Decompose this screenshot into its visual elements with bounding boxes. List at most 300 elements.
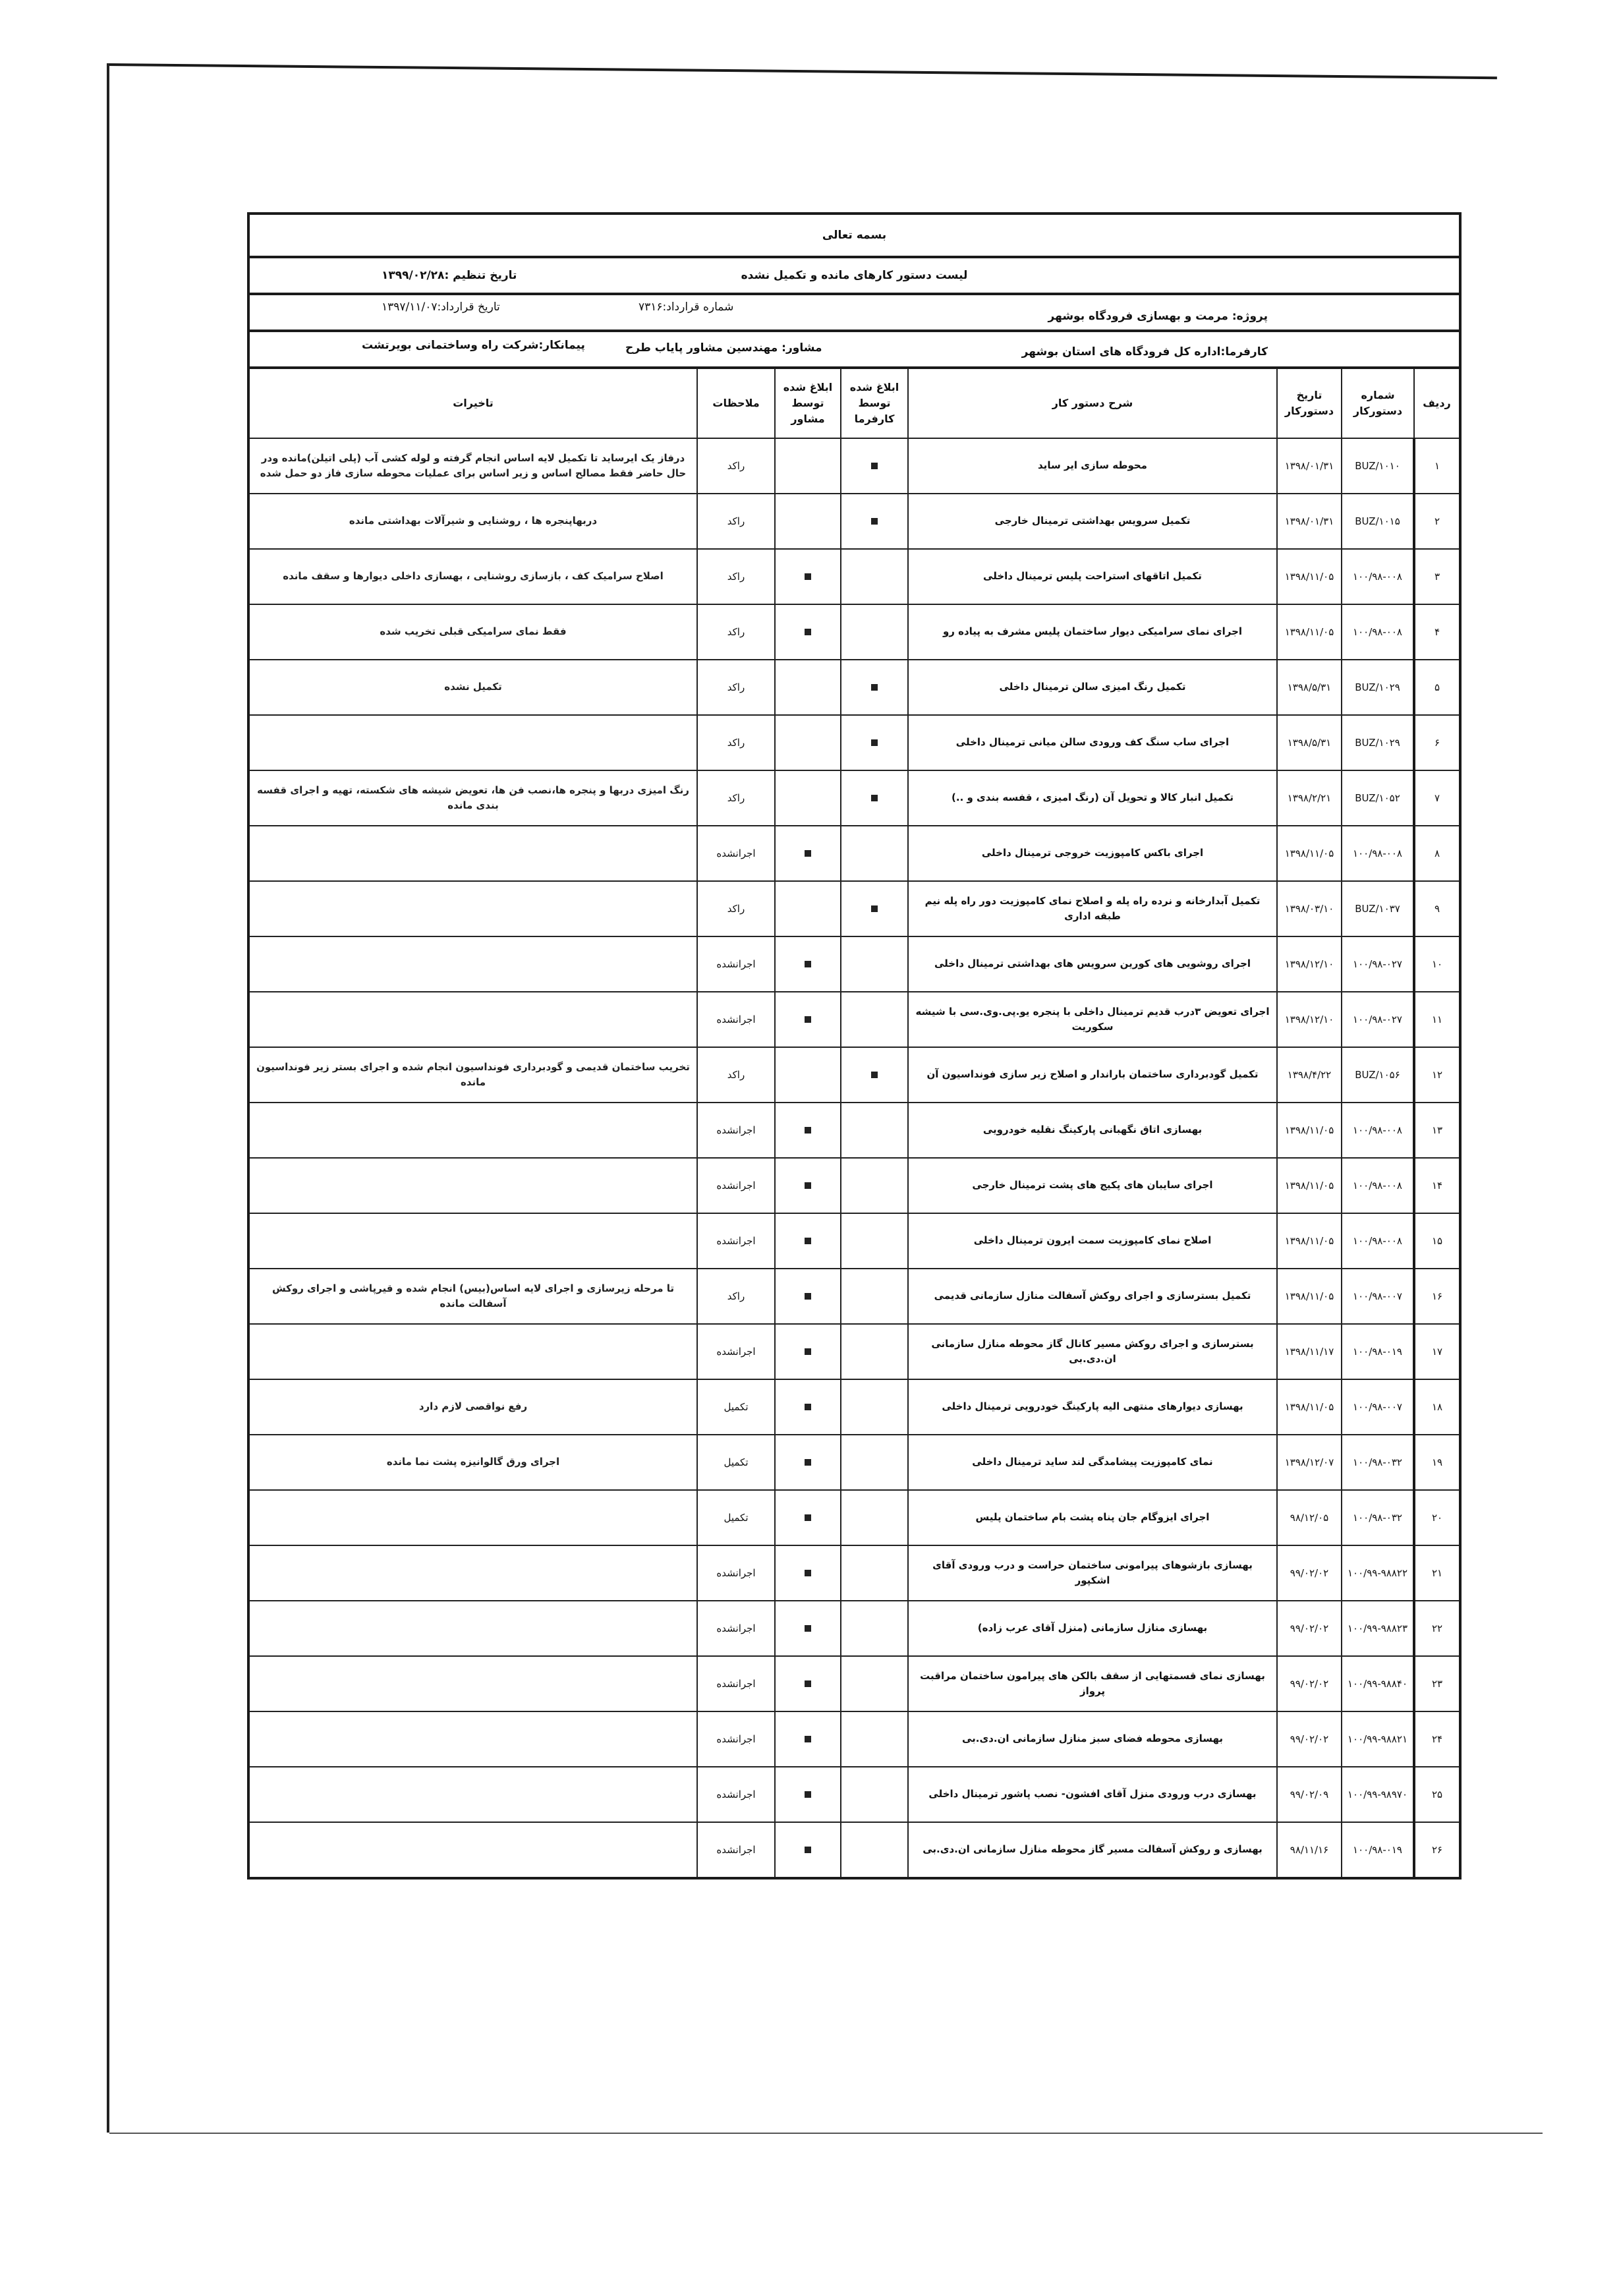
project-label: پروژه:	[1232, 310, 1268, 323]
remarks: اجرانشده	[697, 1711, 775, 1767]
table-row	[250, 1490, 1459, 1545]
col-header-row: ردیف	[1414, 369, 1459, 438]
order-date: ۱۳۹۸/۵/۳۱	[1277, 715, 1342, 770]
remarks: راکد	[697, 1047, 775, 1103]
delays: تا مرحله زیرسازی و اجرای لایه اساس(بیس) انجام شده و قیرپاشی و اجرای روکش آسفالت مانده	[250, 1269, 697, 1324]
order-description: نمای کامپوزیت پیشامدگی لند ساید ترمینال داخلی	[908, 1435, 1277, 1490]
row-number: ۲۰	[1414, 1490, 1459, 1545]
order-description: اجرای ایزوگام جان پناه پشت بام ساختمان پلیس	[908, 1490, 1277, 1545]
remarks: اجرانشده	[697, 1545, 775, 1601]
remarks: تکمیل	[697, 1435, 775, 1490]
order-date: ۱۳۹۸/۱۱/۰۵	[1277, 1269, 1342, 1324]
notified-by-employer	[841, 1656, 908, 1711]
remarks: اجرانشده	[697, 1103, 775, 1158]
order-date: ۱۳۹۸/۱۱/۰۵	[1277, 549, 1342, 604]
row-number: ۱۶	[1414, 1269, 1459, 1324]
row-number: ۲۴	[1414, 1711, 1459, 1767]
order-number: ۱۰۰/۹۸-۰۰۸	[1342, 604, 1414, 660]
table-row	[250, 992, 1459, 1047]
order-description: اجرای روشویی های کورین سرویس های بهداشتی ترمینال داخلی	[908, 936, 1277, 992]
row-number: ۱۴	[1414, 1158, 1459, 1213]
delays	[250, 1656, 697, 1711]
notified-by-employer	[841, 1047, 908, 1103]
remarks: اجرانشده	[697, 992, 775, 1047]
order-number: BUZ/۱۰۲۹	[1342, 660, 1414, 715]
order-number: BUZ/۱۰۵۲	[1342, 770, 1414, 826]
order-description: بهسازی محوطه فضای سبز منازل سازمانی ان.دی.بی	[908, 1711, 1277, 1767]
order-date: ۱۳۹۸/۱۲/۱۰	[1277, 992, 1342, 1047]
table-row	[250, 660, 1459, 715]
col-header-order-no: شماره دستورکار	[1342, 369, 1414, 438]
contract-number-value: ۷۳۱۶	[639, 301, 663, 314]
delays: رفع نواقصی لازم دارد	[250, 1379, 697, 1435]
table-row	[250, 1656, 1459, 1711]
notified-by-employer	[841, 1767, 908, 1822]
contractor-value: شرکت راه وساختمانی بویرتشت	[362, 339, 539, 352]
notified-by-employer	[841, 1822, 908, 1877]
row-number: ۱۷	[1414, 1324, 1459, 1379]
header-title-row	[250, 258, 1459, 295]
order-number: ۱۰۰/۹۸-۰۰۷	[1342, 1379, 1414, 1435]
employer	[1022, 345, 1268, 359]
contract-number-label: شماره قرارداد:	[662, 301, 734, 314]
table-row	[250, 604, 1459, 660]
notified-by-employer	[841, 604, 908, 660]
row-number: ۲۵	[1414, 1767, 1459, 1822]
row-number: ۲۶	[1414, 1822, 1459, 1877]
remarks: اجرانشده	[697, 1767, 775, 1822]
remarks: راکد	[697, 438, 775, 494]
order-description: اجرای باکس کامپوزیت خروجی ترمینال داخلی	[908, 826, 1277, 881]
table-row	[250, 1767, 1459, 1822]
row-number: ۱۵	[1414, 1213, 1459, 1269]
consultant-label: مشاور:	[781, 341, 822, 355]
order-description: بهسازی بازشوهای پیرامونی ساختمان حراست و درب ورودی آقای اشکپور	[908, 1545, 1277, 1601]
checked-mark-icon	[805, 1182, 811, 1189]
order-description: تکمیل اتاقهای استراحت پلیس ترمینال داخلی	[908, 549, 1277, 604]
notified-by-consultant	[775, 549, 841, 604]
order-date: ۱۳۹۸/۴/۲۲	[1277, 1047, 1342, 1103]
order-number: ۱۰۰/۹۸-۰۰۸	[1342, 549, 1414, 604]
order-description: تکمیل آبدارخانه و نرده راه پله و اصلاح نمای کامپوزیت دور راه پله نیم طبقه اداری	[908, 881, 1277, 936]
notified-by-employer	[841, 1711, 908, 1767]
checked-mark-icon	[871, 905, 878, 912]
notified-by-consultant	[775, 1656, 841, 1711]
delays	[250, 1324, 697, 1379]
delays: تکمیل نشده	[250, 660, 697, 715]
header-bismillah-row	[250, 215, 1459, 258]
checked-mark-icon	[871, 463, 878, 469]
checked-mark-icon	[871, 739, 878, 746]
checked-mark-icon	[805, 1238, 811, 1244]
row-number: ۱۸	[1414, 1379, 1459, 1435]
order-description: اجرای سایبان های پکیج های پشت ترمینال خارجی	[908, 1158, 1277, 1213]
checked-mark-icon	[805, 1680, 811, 1687]
notified-by-employer	[841, 1269, 908, 1324]
row-number: ۲۱	[1414, 1545, 1459, 1601]
issue-date-value: ۱۳۹۹/۰۲/۲۸	[382, 269, 445, 282]
delays	[250, 992, 697, 1047]
checked-mark-icon	[805, 573, 811, 580]
table-row	[250, 494, 1459, 549]
table-row	[250, 549, 1459, 604]
order-description: اجرای ساب سنگ کف ورودی سالن میانی ترمینال داخلی	[908, 715, 1277, 770]
order-description: بهسازی دیوارهای منتهی الیه پارکینگ خودرویی ترمینال داخلی	[908, 1379, 1277, 1435]
checked-mark-icon	[805, 1127, 811, 1134]
table-header-row	[250, 369, 1459, 438]
notified-by-employer	[841, 1213, 908, 1269]
order-date: ۱۳۹۸/۱۱/۰۵	[1277, 604, 1342, 660]
scan-border-bottom	[109, 2133, 1543, 2134]
row-number: ۱۳	[1414, 1103, 1459, 1158]
checked-mark-icon	[805, 1847, 811, 1853]
table-row	[250, 1213, 1459, 1269]
order-description: بهسازی اتاق نگهبانی پارکینگ نقلیه خودرویی	[908, 1103, 1277, 1158]
notified-by-consultant	[775, 1269, 841, 1324]
table-row	[250, 1158, 1459, 1213]
delays	[250, 1158, 697, 1213]
order-date: ۹۸/۱۱/۱۶	[1277, 1822, 1342, 1877]
employer-label: کارفرما:	[1220, 345, 1268, 359]
notified-by-consultant	[775, 1435, 841, 1490]
contractor	[362, 339, 585, 352]
work-order-sheet	[247, 212, 1462, 1880]
checked-mark-icon	[805, 1459, 811, 1466]
row-number: ۲	[1414, 494, 1459, 549]
remarks: اجرانشده	[697, 1213, 775, 1269]
table-row	[250, 1711, 1459, 1767]
row-number: ۴	[1414, 604, 1459, 660]
row-number: ۲۲	[1414, 1601, 1459, 1656]
order-description: تکمیل سرویس بهداشتی ترمینال خارجی	[908, 494, 1277, 549]
notified-by-employer	[841, 1601, 908, 1656]
order-date: ۱۳۹۸/۵/۳۱	[1277, 660, 1342, 715]
table-row	[250, 770, 1459, 826]
scan-border-left	[107, 63, 109, 2133]
order-description: اصلاح نمای کامپوزیت سمت ایرون ترمینال داخلی	[908, 1213, 1277, 1269]
notified-by-consultant	[775, 770, 841, 826]
remarks: اجرانشده	[697, 1324, 775, 1379]
notified-by-consultant	[775, 1490, 841, 1545]
order-number: ۱۰۰/۹۸-۰۳۲	[1342, 1435, 1414, 1490]
header-project-row	[250, 295, 1459, 332]
table-row	[250, 1822, 1459, 1877]
table-body	[250, 438, 1459, 1877]
row-number: ۱۲	[1414, 1047, 1459, 1103]
contractor-label: پیمانکار:	[538, 339, 585, 352]
order-number: ۱۰۰/۹۸-۰۲۷	[1342, 936, 1414, 992]
notified-by-consultant	[775, 1047, 841, 1103]
remarks: راکد	[697, 881, 775, 936]
checked-mark-icon	[871, 795, 878, 801]
order-description: محوطه سازی ایر ساید	[908, 438, 1277, 494]
checked-mark-icon	[805, 1625, 811, 1632]
notified-by-consultant	[775, 1822, 841, 1877]
delays	[250, 1767, 697, 1822]
notified-by-employer	[841, 660, 908, 715]
remarks: تکمیل	[697, 1490, 775, 1545]
table-row	[250, 1379, 1459, 1435]
delays	[250, 826, 697, 881]
notified-by-employer	[841, 438, 908, 494]
notified-by-consultant	[775, 1711, 841, 1767]
checked-mark-icon	[805, 1016, 811, 1023]
col-header-notified-consultant: ابلاغ شده توسط مشاور	[775, 369, 841, 438]
remarks: راکد	[697, 494, 775, 549]
order-number: ۱۰۰/۹۹-۹۸۸۲۲	[1342, 1545, 1414, 1601]
notified-by-consultant	[775, 881, 841, 936]
checked-mark-icon	[871, 518, 878, 525]
delays	[250, 715, 697, 770]
contract-number	[639, 301, 733, 314]
order-description: بهسازی نمای قسمتهایی از سقف بالکن های پیرامون ساختمان مراقبت پرواز	[908, 1656, 1277, 1711]
delays	[250, 1103, 697, 1158]
notified-by-employer	[841, 1324, 908, 1379]
table-row	[250, 1324, 1459, 1379]
notified-by-consultant	[775, 1324, 841, 1379]
order-number: ۱۰۰/۹۹-۹۸۹۷۰	[1342, 1767, 1414, 1822]
table-row	[250, 715, 1459, 770]
checked-mark-icon	[805, 1293, 811, 1300]
remarks: راکد	[697, 549, 775, 604]
order-date: ۱۳۹۸/۰۱/۳۱	[1277, 438, 1342, 494]
order-number: ۱۰۰/۹۸-۰۳۲	[1342, 1490, 1414, 1545]
notified-by-consultant	[775, 1545, 841, 1601]
col-header-order-date: تاریخ دستورکار	[1277, 369, 1342, 438]
order-date: ۹۹/۰۲/۰۹	[1277, 1767, 1342, 1822]
row-number: ۸	[1414, 826, 1459, 881]
delays: فقط نمای سرامیکی قبلی تخریب شده	[250, 604, 697, 660]
order-description: تکمیل گودبرداری ساختمان باراندار و اصلاح زیر سازی فونداسیون آن	[908, 1047, 1277, 1103]
table-row	[250, 1047, 1459, 1103]
order-description: تکمیل بسترسازی و اجرای روکش آسفالت منازل سازمانی قدیمی	[908, 1269, 1277, 1324]
row-number: ۱	[1414, 438, 1459, 494]
table-row	[250, 826, 1459, 881]
delays: رنگ امیزی دربها و پنجره ها،نصب فن ها، تعویض شیشه های شکسته، تهیه و اجرای قفسه بندی مانده	[250, 770, 697, 826]
remarks: اجرانشده	[697, 1158, 775, 1213]
notified-by-employer	[841, 1545, 908, 1601]
checked-mark-icon	[805, 1736, 811, 1742]
consultant	[625, 341, 822, 355]
col-header-remarks: ملاحظات	[697, 369, 775, 438]
order-date: ۱۳۹۸/۱۱/۰۵	[1277, 826, 1342, 881]
order-date: ۹۹/۰۲/۰۲	[1277, 1656, 1342, 1711]
remarks: راکد	[697, 770, 775, 826]
notified-by-consultant	[775, 494, 841, 549]
checked-mark-icon	[805, 629, 811, 635]
order-date: ۹۹/۰۲/۰۲	[1277, 1601, 1342, 1656]
delays: اجرای ورق گالوانیزه پشت نما مانده	[250, 1435, 697, 1490]
order-date: ۹۹/۰۲/۰۲	[1277, 1545, 1342, 1601]
order-description: بهسازی منازل سازمانی (منزل آقای عرب زاده)	[908, 1601, 1277, 1656]
checked-mark-icon	[805, 850, 811, 857]
remarks: اجرانشده	[697, 1601, 775, 1656]
notified-by-consultant	[775, 1213, 841, 1269]
notified-by-employer	[841, 881, 908, 936]
checked-mark-icon	[805, 1348, 811, 1355]
order-number: ۱۰۰/۹۸-۰۰۷	[1342, 1269, 1414, 1324]
order-date: ۱۳۹۸/۱۲/۰۷	[1277, 1435, 1342, 1490]
notified-by-employer	[841, 992, 908, 1047]
order-date: ۱۳۹۸/۱۱/۰۵	[1277, 1379, 1342, 1435]
notified-by-consultant	[775, 1379, 841, 1435]
checked-mark-icon	[805, 1404, 811, 1410]
bismillah: بسمه تعالی	[822, 229, 887, 242]
row-number: ۱۹	[1414, 1435, 1459, 1490]
order-number: BUZ/۱۰۵۶	[1342, 1047, 1414, 1103]
order-description: بهسازی درب ورودی منزل آقای افشون- نصب پاشور ترمینال داخلی	[908, 1767, 1277, 1822]
row-number: ۹	[1414, 881, 1459, 936]
order-date: ۹۹/۰۲/۰۲	[1277, 1711, 1342, 1767]
checked-mark-icon	[805, 961, 811, 967]
work-orders-table	[250, 369, 1459, 1877]
notified-by-employer	[841, 936, 908, 992]
checked-mark-icon	[871, 684, 878, 691]
order-number: ۱۰۰/۹۸-۰۰۸	[1342, 1213, 1414, 1269]
table-row	[250, 438, 1459, 494]
document-title: لیست دستور کارهای مانده و تکمیل نشده	[741, 269, 968, 282]
project-value: مرمت و بهسازی فرودگاه بوشهر	[1048, 310, 1228, 323]
order-number: BUZ/۱۰۳۷	[1342, 881, 1414, 936]
delays: تخریب ساختمان قدیمی و گودبرداری فونداسیون انجام شده و اجرای بستر زیر فونداسیون مانده	[250, 1047, 697, 1103]
project	[1048, 310, 1268, 323]
remarks: راکد	[697, 604, 775, 660]
delays	[250, 1822, 697, 1877]
delays	[250, 1601, 697, 1656]
notified-by-consultant	[775, 438, 841, 494]
delays	[250, 881, 697, 936]
checked-mark-icon	[805, 1570, 811, 1576]
order-number: ۱۰۰/۹۹-۹۸۸۲۳	[1342, 1601, 1414, 1656]
issue-date	[382, 269, 517, 282]
notified-by-employer	[841, 1379, 908, 1435]
notified-by-consultant	[775, 936, 841, 992]
row-number: ۶	[1414, 715, 1459, 770]
remarks: راکد	[697, 715, 775, 770]
order-date: ۱۳۹۸/۱۱/۰۵	[1277, 1158, 1342, 1213]
notified-by-consultant	[775, 1103, 841, 1158]
remarks: اجرانشده	[697, 1656, 775, 1711]
order-number: ۱۰۰/۹۹-۹۸۸۲۱	[1342, 1711, 1414, 1767]
notified-by-employer	[841, 1490, 908, 1545]
order-date: ۱۳۹۸/۰۳/۱۰	[1277, 881, 1342, 936]
order-date: ۱۳۹۸/۱۱/۰۵	[1277, 1103, 1342, 1158]
notified-by-employer	[841, 1435, 908, 1490]
notified-by-consultant	[775, 660, 841, 715]
col-header-notified-employer: ابلاغ شده توسط کارفرما	[841, 369, 908, 438]
order-date: ۱۳۹۸/۱۱/۰۵	[1277, 1213, 1342, 1269]
header-parties-row	[250, 332, 1459, 369]
col-header-delays: تاخیرات	[250, 369, 697, 438]
row-number: ۲۳	[1414, 1656, 1459, 1711]
order-description: تکمیل رنگ امیزی سالن ترمینال داخلی	[908, 660, 1277, 715]
notified-by-consultant	[775, 715, 841, 770]
notified-by-consultant	[775, 1767, 841, 1822]
contract-date	[382, 301, 500, 314]
order-number: BUZ/۱۰۲۹	[1342, 715, 1414, 770]
delays	[250, 1490, 697, 1545]
notified-by-employer	[841, 1158, 908, 1213]
contract-date-value: ۱۳۹۷/۱۱/۰۷	[382, 301, 438, 314]
order-date: ۱۳۹۸/۱۱/۱۷	[1277, 1324, 1342, 1379]
table-row	[250, 936, 1459, 992]
order-description: اجرای تعویض ۳درب قدیم ترمینال داخلی با پنجره یو.پی.وی.سی با شیشه سکوریت	[908, 992, 1277, 1047]
order-number: ۱۰۰/۹۸-۰۲۷	[1342, 992, 1414, 1047]
row-number: ۱۰	[1414, 936, 1459, 992]
delays	[250, 936, 697, 992]
scan-border-top	[107, 63, 1497, 79]
notified-by-employer	[841, 1103, 908, 1158]
order-date: ۱۳۹۸/۱۲/۱۰	[1277, 936, 1342, 992]
notified-by-employer	[841, 715, 908, 770]
order-number: ۱۰۰/۹۹-۹۸۸۴۰	[1342, 1656, 1414, 1711]
order-number: ۱۰۰/۹۸-۰۰۸	[1342, 826, 1414, 881]
employer-value: اداره کل فرودگاه های استان بوشهر	[1021, 345, 1221, 359]
consultant-value: مهندسین مشاور پایاب طرح	[625, 341, 778, 355]
remarks: راکد	[697, 660, 775, 715]
notified-by-consultant	[775, 604, 841, 660]
remarks: اجرانشده	[697, 936, 775, 992]
table-row	[250, 881, 1459, 936]
table-row	[250, 1103, 1459, 1158]
delays: دربهاپنجره ها ، روشنایی و شیرآلات بهداشتی مانده	[250, 494, 697, 549]
order-number: ۱۰۰/۹۸-۰۰۸	[1342, 1103, 1414, 1158]
table-row	[250, 1435, 1459, 1490]
remarks: راکد	[697, 1269, 775, 1324]
order-description: بهسازی و روکش آسفالت مسیر گاز محوطه منازل سازمانی ان.دی.بی	[908, 1822, 1277, 1877]
notified-by-consultant	[775, 826, 841, 881]
order-description: تکمیل انبار کالا و تحویل آن (رنگ امیزی ، قفسه بندی و ..)	[908, 770, 1277, 826]
order-number: BUZ/۱۰۱۰	[1342, 438, 1414, 494]
notified-by-employer	[841, 770, 908, 826]
table-row	[250, 1545, 1459, 1601]
row-number: ۵	[1414, 660, 1459, 715]
delays: درفاز یک ایرساید تا تکمیل لایه اساس انجام گرفته و لوله کشی آب (پلی اتیلن)مانده ودر حال حاضر فقط مصالح اساس و زیر اساس برای عملیات محوطه سازی فاز دو حمل شده	[250, 438, 697, 494]
row-number: ۳	[1414, 549, 1459, 604]
notified-by-employer	[841, 494, 908, 549]
order-number: ۱۰۰/۹۸-۰۱۹	[1342, 1822, 1414, 1877]
row-number: ۱۱	[1414, 992, 1459, 1047]
order-number: ۱۰۰/۹۸-۰۰۸	[1342, 1158, 1414, 1213]
notified-by-employer	[841, 549, 908, 604]
remarks: اجرانشده	[697, 826, 775, 881]
order-description: بسترسازی و اجرای روکش مسیر کانال گاز محوطه منازل سازمانی ان.دی.بی	[908, 1324, 1277, 1379]
remarks: تکمیل	[697, 1379, 775, 1435]
delays	[250, 1213, 697, 1269]
delays	[250, 1711, 697, 1767]
contract-date-label: تاریخ قرارداد:	[437, 301, 500, 314]
notified-by-consultant	[775, 1158, 841, 1213]
checked-mark-icon	[805, 1514, 811, 1521]
delays: اصلاح سرامیک کف ، بازسازی روشنایی ، بهسازی داخلی دیوارها و سقف مانده	[250, 549, 697, 604]
row-number: ۷	[1414, 770, 1459, 826]
table-row	[250, 1601, 1459, 1656]
delays	[250, 1545, 697, 1601]
checked-mark-icon	[805, 1791, 811, 1798]
order-date: ۱۳۹۸/۲/۲۱	[1277, 770, 1342, 826]
order-number: BUZ/۱۰۱۵	[1342, 494, 1414, 549]
order-date: ۱۳۹۸/۰۱/۳۱	[1277, 494, 1342, 549]
order-number: ۱۰۰/۹۸-۰۱۹	[1342, 1324, 1414, 1379]
checked-mark-icon	[871, 1072, 878, 1078]
col-header-description: شرح دستور کار	[908, 369, 1277, 438]
order-description: اجرای نمای سرامیکی دیوار ساختمان پلیس مشرف به پیاده رو	[908, 604, 1277, 660]
notified-by-employer	[841, 826, 908, 881]
notified-by-consultant	[775, 1601, 841, 1656]
remarks: اجرانشده	[697, 1822, 775, 1877]
issue-date-label: تاریخ تنظیم :	[444, 269, 517, 282]
order-date: ۹۸/۱۲/۰۵	[1277, 1490, 1342, 1545]
